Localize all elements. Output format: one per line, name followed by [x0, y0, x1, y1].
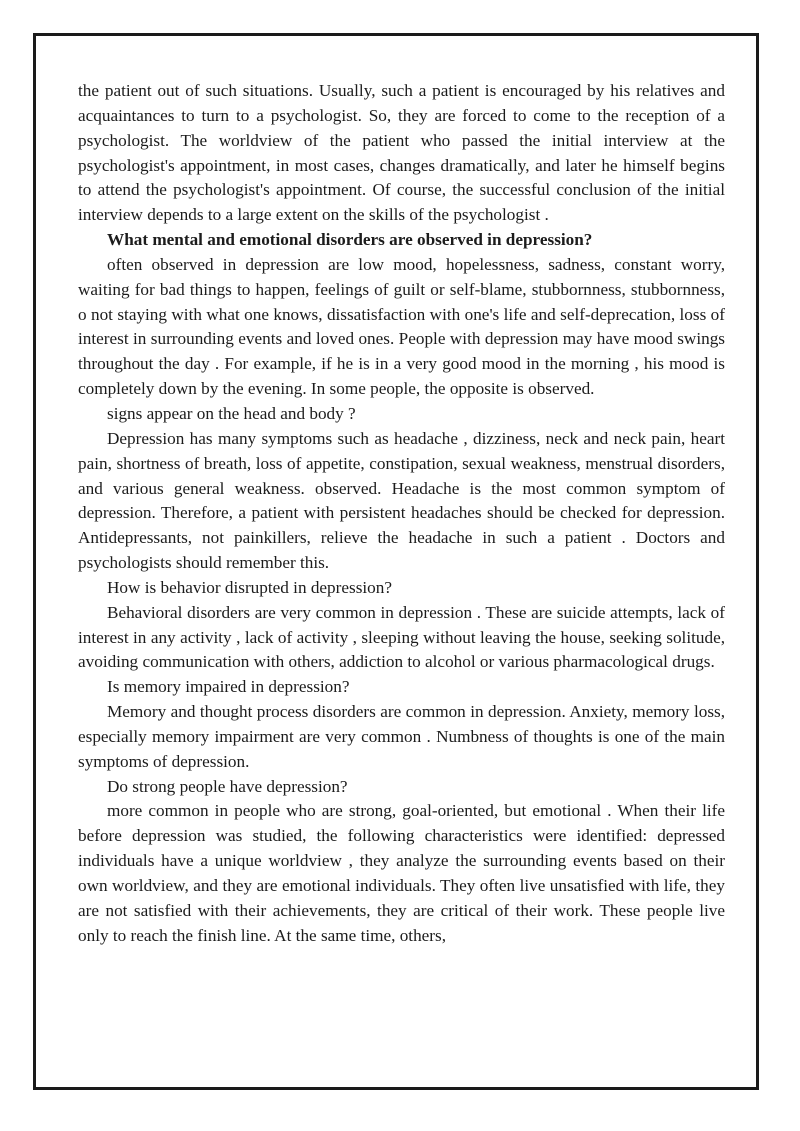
page-frame [33, 33, 759, 1090]
question-behavior: How is behavior disrupted in depression? [107, 577, 392, 597]
paragraph-intro: the patient out of such situations. Usually, such a patient is encouraged by his relatives and acquaintances to turn to a psychologist. So, they are forced to come to the reception of a psychologist. The worldview of the patient who passed the initial interview at the psychologist's appointment, in most cases, changes dramatically, and later he himself begins to attend the psychologist's appointment. Of course, the successful conclusion of the initial interview depends to a large extent on the skills of the psychologist . [78, 81, 725, 225]
question-strong-people: Do strong people have depression? [107, 776, 348, 796]
paragraph-physical-symptoms: Depression has many symptoms such as headache , dizziness, neck and neck pain, heart pain, shortness of breath, loss of appetite, constipation, sexual weakness, menstrual disorders, and various general weakness. observed. Headache is the most common symptom of depression. Therefore, a patient with persistent headaches should be checked for depression. Antidepressants, not painkillers, relieve the headache in such a patient . Doctors and psychologists should remember this. [78, 428, 725, 573]
paragraph-mental-emotional: often observed in depression are low mood, hopelessness, sadness, constant worry, waiting for bad things to happen, feelings of guilt or self-blame, stubbornness, stubbornness, o not staying with what one knows, dissatisfaction with one's life and self-deprecation, loss of interest in surrounding events and loved ones. People with depression may have mood swings throughout the day . For example, if he is in a very good mood in the morning , his mood is completely down by the evening. In some people, the opposite is observed. [78, 254, 725, 399]
question-signs-head-body: signs appear on the head and body ? [107, 403, 356, 423]
paragraph-behavioral-disorders: Behavioral disorders are very common in depression . These are suicide attempts, lack of interest in any activity , lack of activity , sleeping without leaving the house, seeking solitude, avoiding communication with others, addiction to alcohol or various pharmacological drugs. [78, 602, 725, 672]
paragraph-strong-people: more common in people who are strong, goal-oriented, but emotional . When their life before depression was studied, the following characteristics were identified: depressed individuals have a unique worldview , they analyze the surrounding events based on their own worldview, and they are emotional individuals. They often live unsatisfied with life, they are not satisfied with their achievements, they are critical of their work. These people live only to reach the finish line. At the same time, others, [78, 801, 725, 945]
document-body [78, 79, 725, 949]
heading-mental-emotional-disorders: What mental and emotional disorders are observed in depression? [107, 230, 593, 250]
paragraph-memory: Memory and thought process disorders are common in depression. Anxiety, memory loss, especially memory impairment are very common . Numbness of thoughts is one of the main symptoms of depression. [78, 702, 725, 771]
question-memory: Is memory impaired in depression? [107, 677, 350, 697]
